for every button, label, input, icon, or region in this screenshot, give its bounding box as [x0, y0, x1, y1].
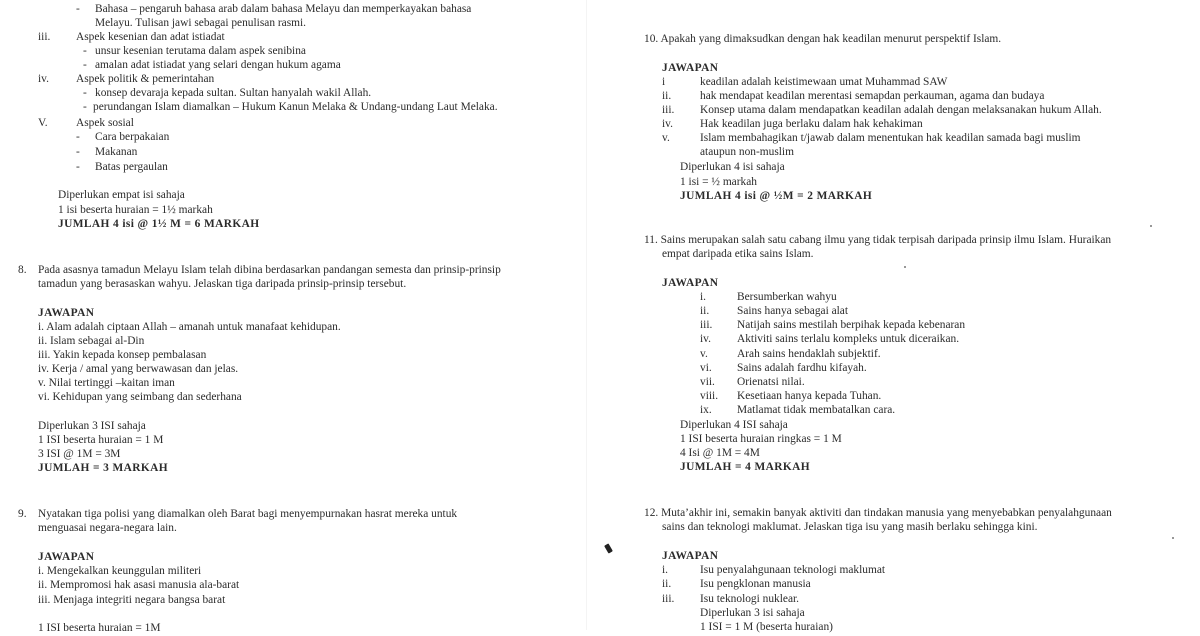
- answer-line: ii. Islam sebagai al-Din: [38, 335, 145, 347]
- marking-note: Diperlukan 4 ISI sahaja: [680, 419, 788, 431]
- answer-line: ii. Mempromosi hak asasi manusia ala-barat: [38, 579, 240, 591]
- roman-numeral: V.: [38, 117, 48, 129]
- roman-numeral: iii.: [662, 593, 675, 605]
- scan-mark: [904, 266, 906, 268]
- answer-line: Cara berpakaian: [95, 131, 170, 143]
- marking-note: 1 ISI beserta huraian ringkas = 1 M: [680, 433, 842, 445]
- answer-line: i. Mengekalkan keunggulan militeri: [38, 565, 202, 577]
- marking-note: 3 ISI @ 1M = 3M: [38, 448, 121, 460]
- marking-note: Diperlukan 4 isi sahaja: [680, 161, 785, 173]
- marks-total: JUMLAH 4 isi @ ½M = 2 MARKAH: [680, 190, 873, 202]
- marking-note: 1 ISI beserta huraian = 1M: [38, 622, 161, 634]
- roman-numeral: ii.: [662, 90, 672, 102]
- roman-numeral: v.: [662, 132, 670, 144]
- marking-note: Diperlukan 3 isi sahaja: [700, 607, 805, 619]
- answer-line: vi. Kehidupan yang seimbang dan sederhana: [38, 391, 242, 403]
- question-text: Pada asasnya tamadun Melayu Islam telah dibina berdasarkan pandangan semesta dan prinsip-prinsip: [38, 264, 501, 276]
- answer-line: amalan adat istiadat yang selari dengan hukum agama: [95, 59, 341, 71]
- aspect-heading: Aspek sosial: [76, 117, 134, 129]
- question-text: empat daripada etika sains Islam.: [662, 248, 814, 260]
- answer-line: iv. Kerja / amal yang berwawasan dan jelas.: [38, 363, 239, 375]
- marks-total: JUMLAH = 4 MARKAH: [680, 461, 811, 473]
- answer-line: Arah sains hendaklah subjektif.: [737, 348, 881, 360]
- answer-heading: JAWAPAN: [662, 62, 719, 74]
- answer-line: Matlamat tidak membatalkan cara.: [737, 404, 896, 416]
- marks-total: JUMLAH 4 isi @ 1½ M = 6 MARKAH: [58, 218, 260, 230]
- answer-line: v. Nilai tertinggi –kaitan iman: [38, 377, 175, 389]
- roman-numeral: vii.: [700, 376, 715, 388]
- bullet-dash: -: [76, 146, 80, 158]
- bullet-dash: -: [76, 131, 80, 143]
- answer-line: Islam membahagikan t/jawab dalam menentukan hak keadilan samada bagi muslim: [700, 132, 1081, 144]
- answer-line: Hak keadilan juga berlaku dalam hak kehakiman: [700, 118, 923, 130]
- question-text: sains dan teknologi maklumat. Jelaskan tiga isu yang masih berlaku sehingga kini.: [662, 521, 1038, 533]
- bullet-dash: -: [83, 45, 87, 57]
- marking-note: 1 isi beserta huraian = 1½ markah: [58, 204, 213, 216]
- marking-note: 1 ISI beserta huraian = 1 M: [38, 434, 164, 446]
- marking-note: 1 isi = ½ markah: [680, 176, 757, 188]
- scan-mark: [1150, 225, 1152, 227]
- answer-line: iii. Yakin kepada konsep pembalasan: [38, 349, 207, 361]
- bullet-dash: -: [76, 161, 80, 173]
- aspect-heading: Aspek politik & pemerintahan: [76, 73, 215, 85]
- roman-numeral: iv.: [700, 333, 711, 345]
- answer-line: keadilan adalah keistimewaan umat Muhammad SAW: [700, 76, 948, 88]
- answer-line: Isu teknologi nuklear.: [700, 593, 800, 605]
- answer-line: i. Alam adalah ciptaan Allah – amanah untuk manafaat kehidupan.: [38, 321, 341, 333]
- question-text: menguasai negara-negara lain.: [38, 522, 177, 534]
- answer-line: Sains hanya sebagai alat: [737, 305, 849, 317]
- roman-numeral: iii.: [38, 31, 51, 43]
- roman-numeral: v.: [700, 348, 708, 360]
- answer-heading: JAWAPAN: [38, 307, 95, 319]
- scan-mark: [1172, 537, 1174, 539]
- marking-note: Diperlukan 3 ISI sahaja: [38, 420, 146, 432]
- answer-line: Aktiviti sains terlalu kompleks untuk diceraikan.: [737, 333, 960, 345]
- roman-numeral: iv.: [38, 73, 49, 85]
- roman-numeral: ii.: [662, 578, 672, 590]
- answer-line: hak mendapat keadilan merentasi semapdan perkauman, agama dan budaya: [700, 90, 1045, 102]
- roman-numeral: iii.: [700, 319, 713, 331]
- answer-line: Orienatsi nilai.: [737, 376, 805, 388]
- answer-line: Isu pengklonan manusia: [700, 578, 811, 590]
- roman-numeral: i: [662, 76, 666, 88]
- roman-numeral: vi.: [700, 362, 712, 374]
- answer-line: Makanan: [95, 146, 138, 158]
- question-text: 10. Apakah yang dimaksudkan dengan hak keadilan menurut perspektif Islam.: [644, 33, 1002, 45]
- answer-heading: JAWAPAN: [662, 550, 719, 562]
- marking-note: 4 Isi @ 1M = 4M: [680, 447, 760, 459]
- answer-line: Sains adalah fardhu kifayah.: [737, 362, 867, 374]
- answer-line: unsur kesenian terutama dalam aspek senibina: [95, 45, 306, 57]
- answer-line: Bahasa – pengaruh bahasa arab dalam bahasa Melayu dan memperkayakan bahasa: [95, 3, 472, 15]
- scan-mark: [604, 543, 613, 553]
- answer-heading: JAWAPAN: [38, 551, 95, 563]
- marking-note: 1 ISI = 1 M (beserta huraian): [700, 621, 833, 633]
- bullet-dash: -: [76, 3, 80, 15]
- roman-numeral: ii.: [700, 305, 710, 317]
- roman-numeral: i.: [662, 564, 669, 576]
- answer-line: konsep devaraja kepada sultan. Sultan hanyalah wakil Allah.: [95, 87, 372, 99]
- answer-line: ataupun non-muslim: [700, 146, 794, 158]
- roman-numeral: i.: [700, 291, 707, 303]
- answer-line: iii. Menjaga integriti negara bangsa barat: [38, 594, 226, 606]
- roman-numeral: iii.: [662, 104, 675, 116]
- answer-line: perundangan Islam diamalkan – Hukum Kanun Melaka & Undang-undang Laut Melaka.: [93, 101, 498, 113]
- question-text: Nyatakan tiga polisi yang diamalkan oleh Barat bagi menyempurnakan hasrat mereka untuk: [38, 508, 458, 520]
- question-text: tamadun yang berasaskan wahyu. Jelaskan tiga daripada prinsip-prinsip tersebut.: [38, 278, 407, 290]
- marks-total: JUMLAH = 3 MARKAH: [38, 462, 169, 474]
- answer-line: Konsep utama dalam mendapatkan keadilan adalah dengan melaksanakan hukum Allah.: [700, 104, 1102, 116]
- marking-note: Diperlukan empat isi sahaja: [58, 189, 185, 201]
- answer-heading: JAWAPAN: [662, 277, 719, 289]
- roman-numeral: ix.: [700, 404, 712, 416]
- bullet-dash: -: [83, 59, 87, 71]
- question-number: 9.: [18, 508, 27, 520]
- answer-line: Bersumberkan wahyu: [737, 291, 837, 303]
- answer-line: Melayu. Tulisan jawi sebagai penulisan rasmi.: [95, 17, 307, 29]
- question-text: 11. Sains merupakan salah satu cabang ilmu yang tidak terpisah daripada prinsip ilmu Islam. Huraikan: [644, 234, 1112, 246]
- aspect-heading: Aspek kesenian dan adat istiadat: [76, 31, 225, 43]
- question-text: 12. Muta’akhir ini, semakin banyak aktiviti dan tindakan manusia yang menyebabkan penyalahgunaan: [644, 507, 1112, 519]
- page-fold: [586, 0, 587, 630]
- roman-numeral: iv.: [662, 118, 673, 130]
- bullet-dash: -: [83, 87, 87, 99]
- answer-line: Natijah sains mestilah berpihak kepada kebenaran: [737, 319, 966, 331]
- answer-line: Batas pergaulan: [95, 161, 168, 173]
- roman-numeral: viii.: [700, 390, 719, 402]
- bullet-dash: -: [83, 101, 87, 113]
- question-number: 8.: [18, 264, 27, 276]
- answer-line: Kesetiaan hanya kepada Tuhan.: [737, 390, 882, 402]
- answer-line: Isu penyalahgunaan teknologi maklumat: [700, 564, 886, 576]
